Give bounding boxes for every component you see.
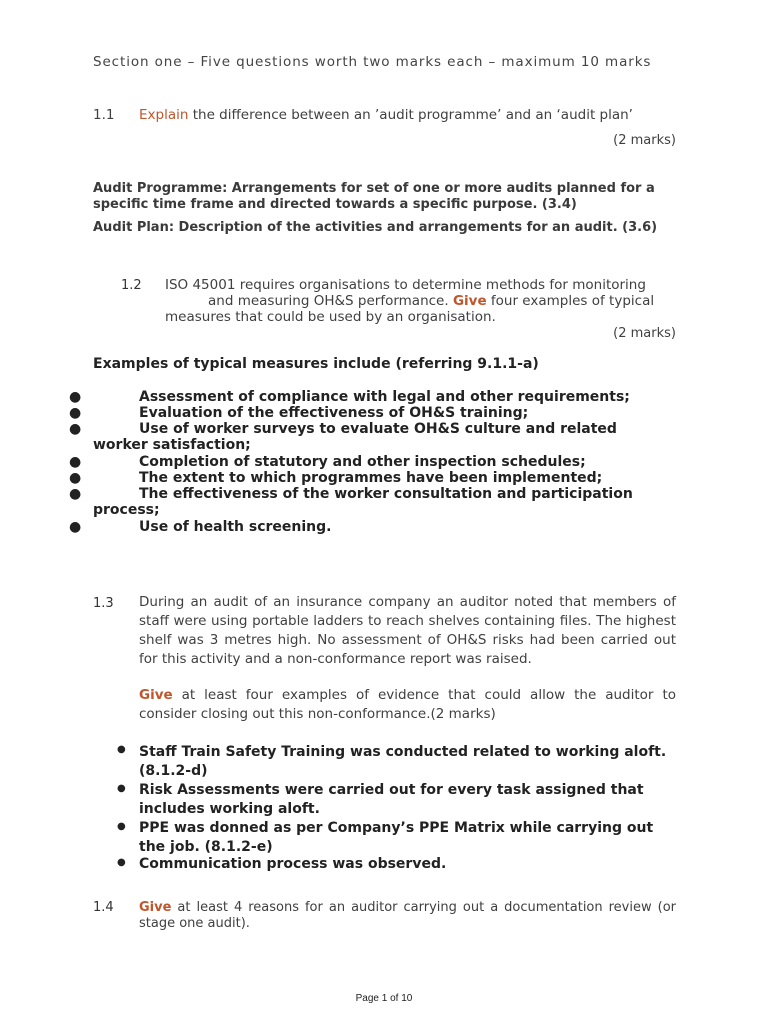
list-item: Risk Assessments were carried out for every task assigned that includes working aloft. xyxy=(139,782,644,817)
question-1-2-line2: and measuring OH&S performance. Give four examples of typical xyxy=(208,293,655,309)
list-item-continuation: worker satisfaction; xyxy=(93,437,251,453)
bullet-icon: ● xyxy=(69,486,82,502)
command-verb: Give xyxy=(452,293,487,309)
question-text: the difference between an ’audit programme’ and an ‘audit plan’ xyxy=(188,107,633,123)
question-number: 1.2 xyxy=(121,278,142,293)
question-number: 1.1 xyxy=(93,107,115,123)
question-1-3-task: Give at least four examples of evidence that could allow the auditor to consider closing out this non-conformance.(2 marks) xyxy=(139,687,676,722)
answer-audit-plan: Audit Plan: Description of the activities and arrangements for an audit. (3.6) xyxy=(93,220,658,235)
marks-label: (2 marks) xyxy=(613,326,676,341)
list-item: Assessment of compliance with legal and other requirements; xyxy=(139,389,630,405)
list-item: Completion of statutory and other inspection schedules; xyxy=(139,454,586,470)
question-number: 1.3 xyxy=(93,596,114,611)
list-item: PPE was donned as per Company’s PPE Matrix while carrying out the job. (8.1.2-e) xyxy=(139,820,654,855)
list-item: Communication process was observed. xyxy=(139,856,447,872)
bullet-icon: ● xyxy=(117,783,126,794)
marks-label: (2 marks) xyxy=(613,133,676,148)
answer-audit-programme: Audit Programme: Arrangements for set of one or more audits planned for a specific time frame and directed towards a specific purpose. (3.4) xyxy=(93,181,655,212)
question-number: 1.4 xyxy=(93,900,114,915)
question-1-2-line3: measures that could be used by an organisation. xyxy=(165,309,496,325)
list-item: Staff Train Safety Training was conducted related to working aloft. (8.1.2-d) xyxy=(139,744,667,779)
list-item: Evaluation of the effectiveness of OH&S training; xyxy=(139,405,529,421)
page-number: Page 1 of 10 xyxy=(355,993,413,1004)
bullet-icon: ● xyxy=(69,519,82,535)
command-verb: Give xyxy=(139,900,172,915)
bullet-icon: ● xyxy=(69,405,82,421)
answer-heading: Examples of typical measures include (referring 9.1.1-a) xyxy=(93,356,539,372)
list-item: The effectiveness of the worker consultation and participation xyxy=(139,486,633,502)
bullet-icon: ● xyxy=(117,744,126,755)
bullet-icon: ● xyxy=(117,857,126,868)
list-item-continuation: process; xyxy=(93,502,160,518)
bullet-icon: ● xyxy=(69,389,82,405)
bullet-icon: ● xyxy=(69,454,82,470)
question-1-3-scenario: During an audit of an insurance company an auditor noted that members of staff were using portable ladders to reach shelves containing files. The highest shelf was 3 metres high. No assessment of OH&S risks had been carried out for this activity and a non-conformance report was raised. xyxy=(139,594,676,667)
command-verb: Explain xyxy=(139,107,189,123)
question-1-2-line1: ISO 45001 requires organisations to determine methods for monitoring xyxy=(165,277,646,293)
bullet-icon: ● xyxy=(69,421,82,437)
list-item: The extent to which programmes have been implemented; xyxy=(139,470,603,486)
list-item: Use of worker surveys to evaluate OH&S culture and related xyxy=(139,421,617,437)
bullet-icon: ● xyxy=(117,821,126,832)
list-item: Use of health screening. xyxy=(139,519,332,535)
question-1-4-text: Give at least 4 reasons for an auditor carrying out a documentation review (or stage one audit). xyxy=(139,900,676,931)
bullet-icon: ● xyxy=(69,470,82,486)
command-verb: Give xyxy=(139,687,173,703)
section-heading: Section one – Five questions worth two marks each – maximum 10 marks xyxy=(93,54,652,70)
question-1-1 xyxy=(93,107,693,124)
